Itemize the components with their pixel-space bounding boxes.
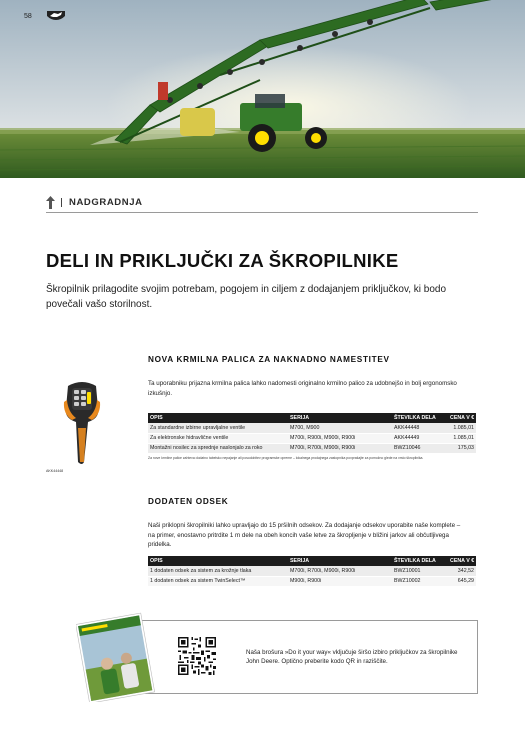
col-header-cena: CENA V € — [450, 558, 475, 564]
brochure-cover-image — [76, 612, 156, 702]
cell-serija: M700, M900 — [288, 423, 392, 433]
cell-stevilka: AKK44449 — [392, 433, 448, 443]
product1-table — [148, 413, 476, 454]
image-part-number: AKK44448 — [46, 469, 64, 473]
section-header — [46, 193, 478, 213]
cell-serija: M700i, R900i, M900i, R900i — [288, 433, 392, 443]
product2-description: Naši priklopni škropilniki lahko upravljajo do 15 pršilnih odsekov. Za dodajanje odsekov uporabite naše komplete – na primer, enostavno pritrdite 1 m dele na obeh koncih vaše letve za škropljenje v bližini jarkov ali občutljivega pridelka. — [148, 522, 461, 548]
col-header-opis: OPIS — [148, 413, 288, 423]
cell-serija: M900i, R900i — [288, 576, 392, 586]
col-header-serija: SERIJA — [288, 556, 392, 566]
cell-cena: 342,52 — [448, 566, 476, 576]
col-header-stevilka: ŠTEVILKA DELA — [392, 556, 448, 566]
hero-sprayer-photo — [0, 0, 525, 178]
cell-opis: 1 dodaten odsek za sistem TwinSelect™ — [148, 576, 288, 586]
table-row — [148, 443, 476, 453]
page-number: 58 — [24, 13, 32, 20]
col-header-serija: SERIJA — [288, 413, 392, 423]
product2-title: DODATEN ODSEK — [148, 497, 229, 506]
table-header-row — [148, 413, 476, 423]
cell-serija: M700i, R700i, M900i, R900i — [288, 443, 392, 453]
cell-stevilka: AKK44448 — [392, 423, 448, 433]
cell-stevilka: BWZ10002 — [392, 576, 448, 586]
arrow-up-icon — [46, 196, 55, 209]
product2-table — [148, 556, 476, 587]
joystick-product-image — [58, 378, 106, 468]
page-title: DELI IN PRIKLJUČKI ZA ŠKROPILNIKE — [46, 250, 399, 271]
cell-cena: 175,03 — [448, 443, 476, 453]
section-divider — [61, 198, 62, 207]
table-row — [148, 423, 476, 433]
cell-opis: 1 dodaten odsek za sistem za krožnje tlaka — [148, 566, 288, 576]
table-header-row — [148, 556, 476, 566]
col-header-cena: CENA V € — [450, 415, 475, 421]
product1-description: Ta uporabniku prijazna krmilna palica lahko nadomesti originalno krmilno palico za udobnejšo in bolj ergonomsko izkušnjo. — [148, 380, 457, 397]
product1-title: NOVA KRMILNA PALICA ZA NAKNADNO NAMESTITEV — [148, 355, 390, 364]
qr-code-icon — [178, 637, 216, 675]
table-row — [148, 433, 476, 443]
cell-opis: Montažni nosilec za sprednje naslonjalo za roko — [148, 443, 288, 453]
table-row — [148, 566, 476, 576]
cell-cena: 1.085,01 — [448, 423, 476, 433]
product1-note: Za nove krmilne palice zahteva dodatno tabelsko nepajanje ali posodobitev programske opreme – lokalnega prodajnega zastopnika povprašajte za pomožno glede na vrsto škropilnika. — [148, 456, 424, 460]
cell-cena: 1.085,01 — [448, 433, 476, 443]
col-header-opis: OPIS — [148, 556, 288, 566]
cell-serija: M700i, R700i, M900i, R900i — [288, 566, 392, 576]
cell-stevilka: BWZ10001 — [392, 566, 448, 576]
cell-cena: 645,29 — [448, 576, 476, 586]
cell-opis: Za elektronske hidravlične ventile — [148, 433, 288, 443]
col-header-stevilka: ŠTEVILKA DELA — [392, 413, 448, 423]
john-deere-logo-icon — [46, 10, 66, 21]
cell-opis: Za standardne izbirne upravljalne ventile — [148, 423, 288, 433]
cell-stevilka: BWZ10046 — [392, 443, 448, 453]
promo-text: Naša brošura »Do it your way« vključuje širšo izbiro priključkov za škropilnike John Deere. Optično preberite kodo QR in raziščite. — [246, 649, 458, 665]
intro-text: Škropilnik prilagodite svojim potrebam, pogojem in ciljem z dodajanjem priključkov, ki bodo povečali vašo storilnost. — [46, 284, 446, 310]
section-label: NADGRADNJA — [69, 197, 143, 208]
table-row — [148, 576, 476, 586]
